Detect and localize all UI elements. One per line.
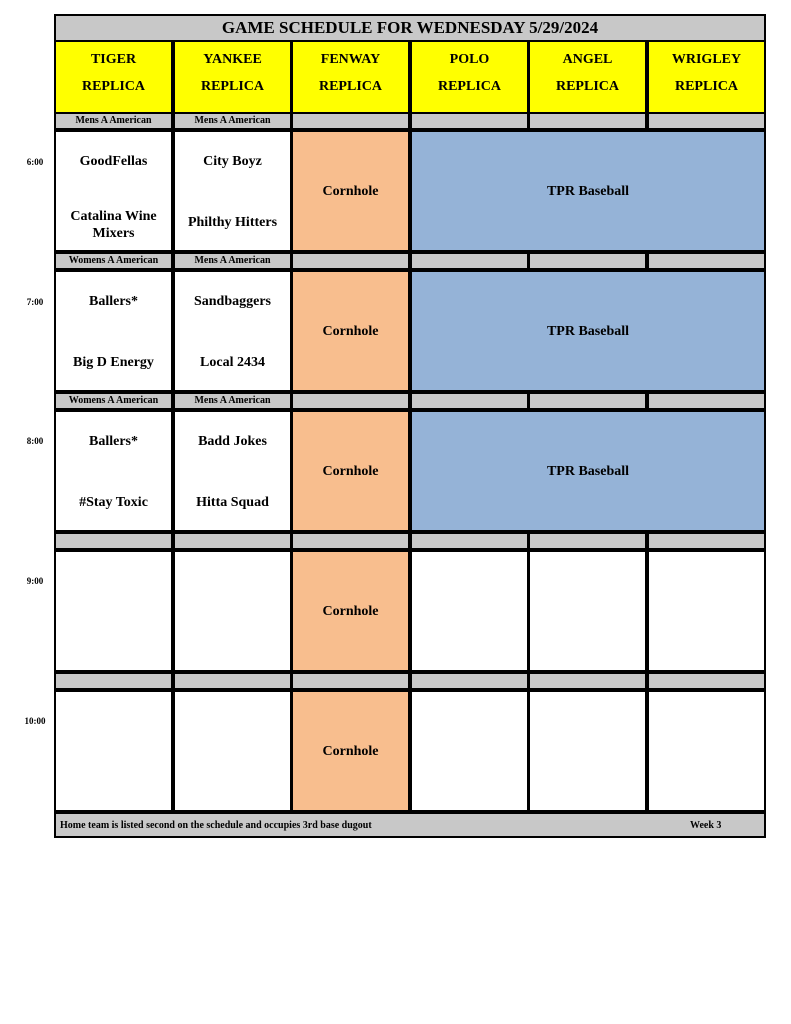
event-label: Cornhole (322, 604, 379, 619)
away-team: Ballers* (89, 294, 138, 309)
empty-cell (410, 690, 529, 812)
away-team: GoodFellas (79, 154, 148, 169)
empty-cell (173, 690, 292, 812)
home-team: Big D Energy (73, 355, 154, 370)
separator-band (528, 392, 647, 410)
week-label: Week 3 (690, 820, 722, 831)
separator-band (54, 672, 173, 690)
game-cell (54, 270, 173, 392)
event-label: Cornhole (322, 324, 379, 339)
empty-cell (528, 690, 647, 812)
field-header-angel (528, 40, 647, 114)
division-label: Mens A American (173, 392, 292, 410)
field-sub: REPLICA (81, 79, 145, 94)
separator-band (173, 532, 292, 550)
empty-cell (647, 550, 766, 672)
game-cell (173, 410, 292, 532)
separator-band (54, 532, 173, 550)
empty-cell (410, 550, 529, 672)
separator-band (173, 672, 292, 690)
away-team: City Boyz (203, 154, 262, 169)
field-sub: REPLICA (200, 79, 264, 94)
cornhole-cell (291, 410, 410, 532)
away-team: Badd Jokes (198, 434, 267, 449)
empty-cell (647, 690, 766, 812)
field-header-polo (410, 40, 529, 114)
field-header-tiger (54, 40, 173, 114)
separator-band (410, 392, 529, 410)
game-cell (54, 130, 173, 252)
separator-band (528, 532, 647, 550)
home-team: #Stay Toxic (79, 495, 148, 510)
home-team: Catalina Wine Mixers (70, 209, 157, 241)
cornhole-cell (291, 690, 410, 812)
field-name: ANGEL (562, 52, 613, 67)
field-sub: REPLICA (674, 79, 738, 94)
time-label: 9:00 (26, 576, 44, 586)
division-label: Mens A American (173, 112, 292, 130)
home-team: Local 2434 (200, 355, 265, 370)
separator-band (528, 672, 647, 690)
cornhole-cell (291, 270, 410, 392)
footer-bar (54, 812, 766, 838)
time-label: 6:00 (26, 157, 44, 167)
game-cell (54, 410, 173, 532)
game-cell (173, 130, 292, 252)
field-sub: REPLICA (318, 79, 382, 94)
field-header-fenway (291, 40, 410, 114)
event-label: TPR Baseball (546, 324, 630, 339)
away-team: Ballers* (89, 434, 138, 449)
event-label: TPR Baseball (546, 184, 630, 199)
empty-cell (173, 550, 292, 672)
cornhole-cell (291, 130, 410, 252)
game-cell (173, 270, 292, 392)
separator-band (410, 672, 529, 690)
event-label: Cornhole (322, 184, 379, 199)
field-name: FENWAY (320, 52, 381, 67)
tpr-baseball-block (410, 130, 766, 252)
time-label: 10:00 (24, 716, 46, 726)
separator-band (647, 252, 766, 270)
time-label: 8:00 (26, 436, 44, 446)
event-label: Cornhole (322, 464, 379, 479)
separator-band (647, 672, 766, 690)
time-label: 7:00 (26, 297, 44, 307)
field-name: POLO (449, 52, 490, 67)
field-sub: REPLICA (555, 79, 619, 94)
away-team: Sandbaggers (193, 294, 272, 309)
empty-cell (54, 550, 173, 672)
home-team: Philthy Hitters (187, 215, 278, 230)
separator-band (528, 252, 647, 270)
event-label: TPR Baseball (546, 464, 630, 479)
tpr-baseball-block (410, 410, 766, 532)
separator-band (528, 112, 647, 130)
division-label: Mens A American (173, 252, 292, 270)
home-team-note: Home team is listed second on the schedule and occupies 3rd base dugout (60, 820, 372, 831)
empty-cell (528, 550, 647, 672)
empty-cell (54, 690, 173, 812)
event-label: Cornhole (322, 744, 379, 759)
separator-band (291, 112, 410, 130)
separator-band (647, 112, 766, 130)
separator-band (410, 252, 529, 270)
field-name: TIGER (90, 52, 137, 67)
division-label: Mens A American (54, 112, 173, 130)
separator-band (647, 532, 766, 550)
separator-band (647, 392, 766, 410)
cornhole-cell (291, 550, 410, 672)
field-sub: REPLICA (437, 79, 501, 94)
field-header-yankee (173, 40, 292, 114)
schedule-title: GAME SCHEDULE FOR WEDNESDAY 5/29/2024 (54, 14, 766, 42)
division-label: Womens A American (54, 252, 173, 270)
separator-band (410, 112, 529, 130)
separator-band (291, 672, 410, 690)
tpr-baseball-block (410, 270, 766, 392)
separator-band (410, 532, 529, 550)
field-name: YANKEE (203, 52, 262, 67)
separator-band (291, 532, 410, 550)
separator-band (291, 252, 410, 270)
home-team: Hitta Squad (196, 495, 269, 510)
separator-band (291, 392, 410, 410)
division-label: Womens A American (54, 392, 173, 410)
field-header-wrigley (647, 40, 766, 114)
field-name: WRIGLEY (671, 52, 742, 67)
